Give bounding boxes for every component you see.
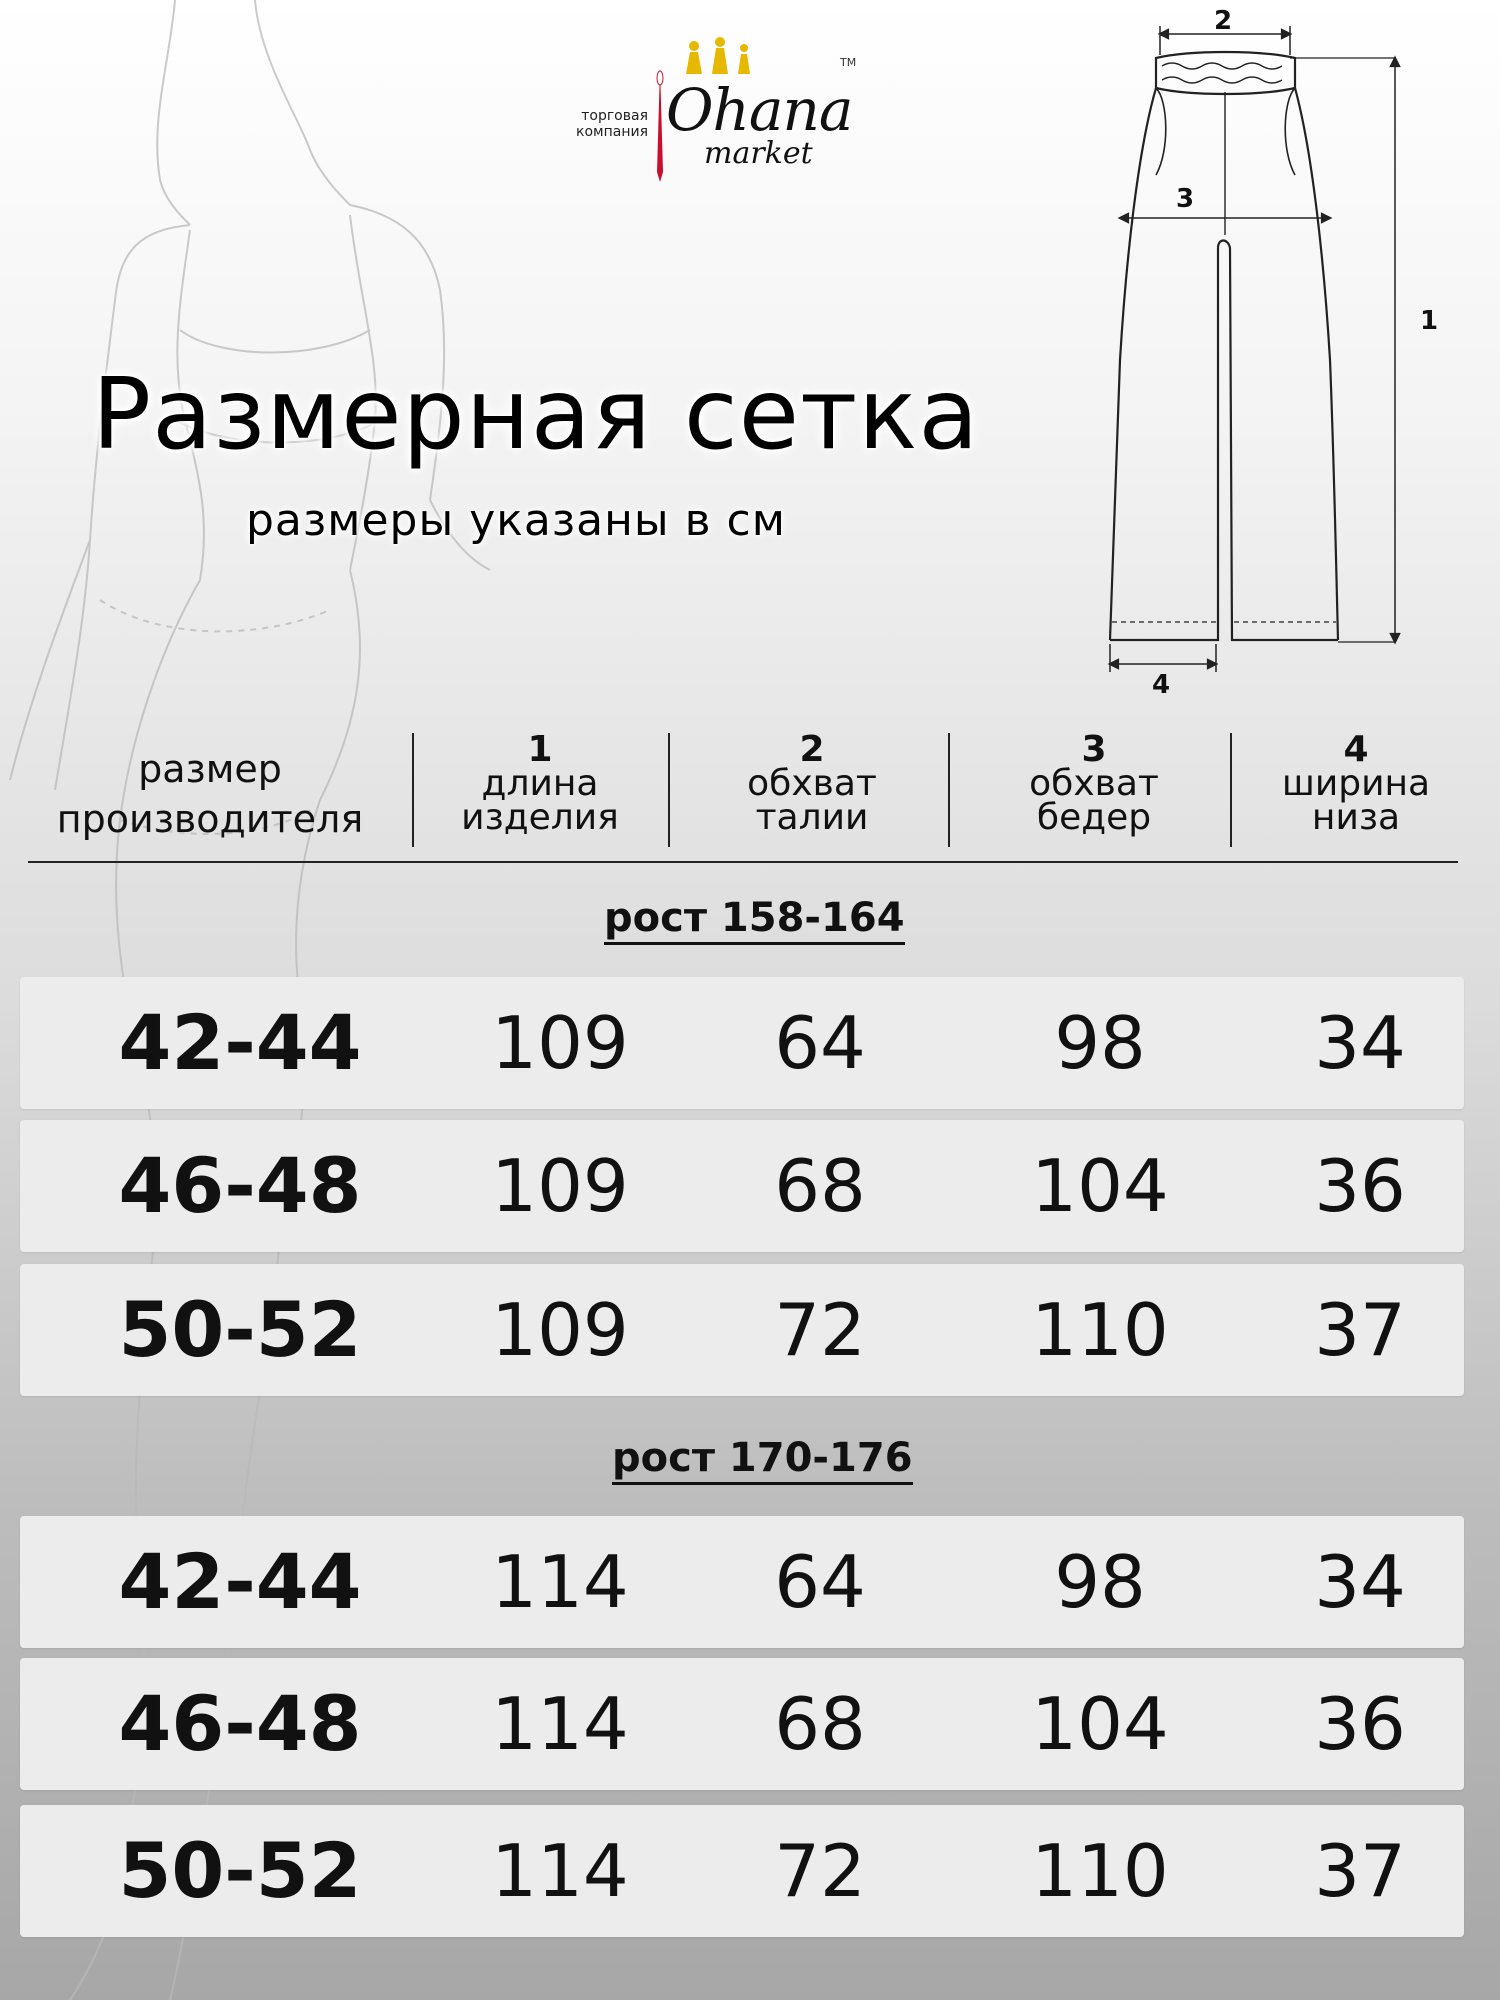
page-subtitle: размеры указаны в см	[246, 495, 786, 546]
page-title: Размерная сетка	[92, 358, 980, 472]
waist-cell: 68	[774, 1682, 866, 1766]
hem-cell: 37	[1314, 1829, 1406, 1913]
pants-illustration	[1090, 0, 1470, 700]
table-row	[20, 1516, 1464, 1648]
header-col-hips	[972, 729, 1216, 838]
table-row	[20, 1120, 1464, 1252]
dim-label-1: 1	[1420, 306, 1439, 336]
header-col-num: 4	[1343, 729, 1369, 770]
length-cell: 114	[491, 1540, 629, 1624]
header-separator	[412, 733, 414, 847]
header-divider	[28, 861, 1458, 863]
table-row	[20, 1658, 1464, 1790]
header-separator	[1230, 733, 1232, 847]
group-label-height-2: рост 170-176	[612, 1434, 913, 1485]
size-cell: 46-48	[118, 1141, 362, 1230]
length-cell: 109	[491, 1288, 629, 1372]
hem-cell: 36	[1314, 1144, 1406, 1228]
length-cell: 109	[491, 1144, 629, 1228]
header-size-label	[40, 744, 380, 844]
header-col-name: обхват бедер	[1029, 763, 1159, 838]
size-cell: 50-52	[118, 1826, 362, 1915]
hem-cell: 34	[1314, 1540, 1406, 1624]
dim-label-2: 2	[1214, 6, 1233, 36]
hem-cell: 34	[1314, 1001, 1406, 1085]
hips-cell: 110	[1031, 1288, 1169, 1372]
waist-cell: 68	[774, 1144, 866, 1228]
size-cell: 42-44	[118, 998, 362, 1087]
logo-brand-text: Ohana	[666, 76, 853, 144]
logo-company-text: торговая компания	[576, 108, 648, 140]
hips-cell: 98	[1054, 1540, 1146, 1624]
header-col-num: 1	[527, 729, 553, 770]
dim-label-4: 4	[1152, 670, 1171, 700]
header-col-waist	[690, 729, 934, 838]
header-col-hem	[1238, 729, 1474, 838]
table-row	[20, 1264, 1464, 1396]
hem-cell: 37	[1314, 1288, 1406, 1372]
brand-logo	[556, 36, 857, 186]
hips-cell: 104	[1031, 1682, 1169, 1766]
hips-cell: 98	[1054, 1001, 1146, 1085]
table-row	[20, 1805, 1464, 1937]
header-col-length	[420, 729, 660, 838]
length-cell: 114	[491, 1829, 629, 1913]
header-col-num: 2	[799, 729, 825, 770]
logo-trademark: TM	[840, 56, 857, 69]
size-cell: 50-52	[118, 1285, 362, 1374]
table-row	[20, 977, 1464, 1109]
header-col-name: ширина низа	[1281, 763, 1431, 838]
waist-cell: 72	[774, 1288, 866, 1372]
dim-label-3: 3	[1176, 184, 1195, 214]
group-label-height-1: рост 158-164	[604, 894, 905, 945]
header-separator	[948, 733, 950, 847]
logo-sub-text: market	[704, 136, 813, 171]
header-size-text: размер производителя	[56, 747, 364, 841]
waist-cell: 72	[774, 1829, 866, 1913]
hips-cell: 104	[1031, 1144, 1169, 1228]
size-cell: 42-44	[118, 1537, 362, 1626]
waist-cell: 64	[774, 1001, 866, 1085]
header-col-name: обхват талии	[747, 763, 877, 838]
family-figures-icon	[680, 36, 760, 76]
length-cell: 114	[491, 1682, 629, 1766]
header-separator	[668, 733, 670, 847]
size-cell: 46-48	[118, 1679, 362, 1768]
waist-cell: 64	[774, 1540, 866, 1624]
length-cell: 109	[491, 1001, 629, 1085]
header-col-name: длина изделия	[461, 763, 619, 838]
header-col-num: 3	[1081, 729, 1107, 770]
hem-cell: 36	[1314, 1682, 1406, 1766]
hips-cell: 110	[1031, 1829, 1169, 1913]
